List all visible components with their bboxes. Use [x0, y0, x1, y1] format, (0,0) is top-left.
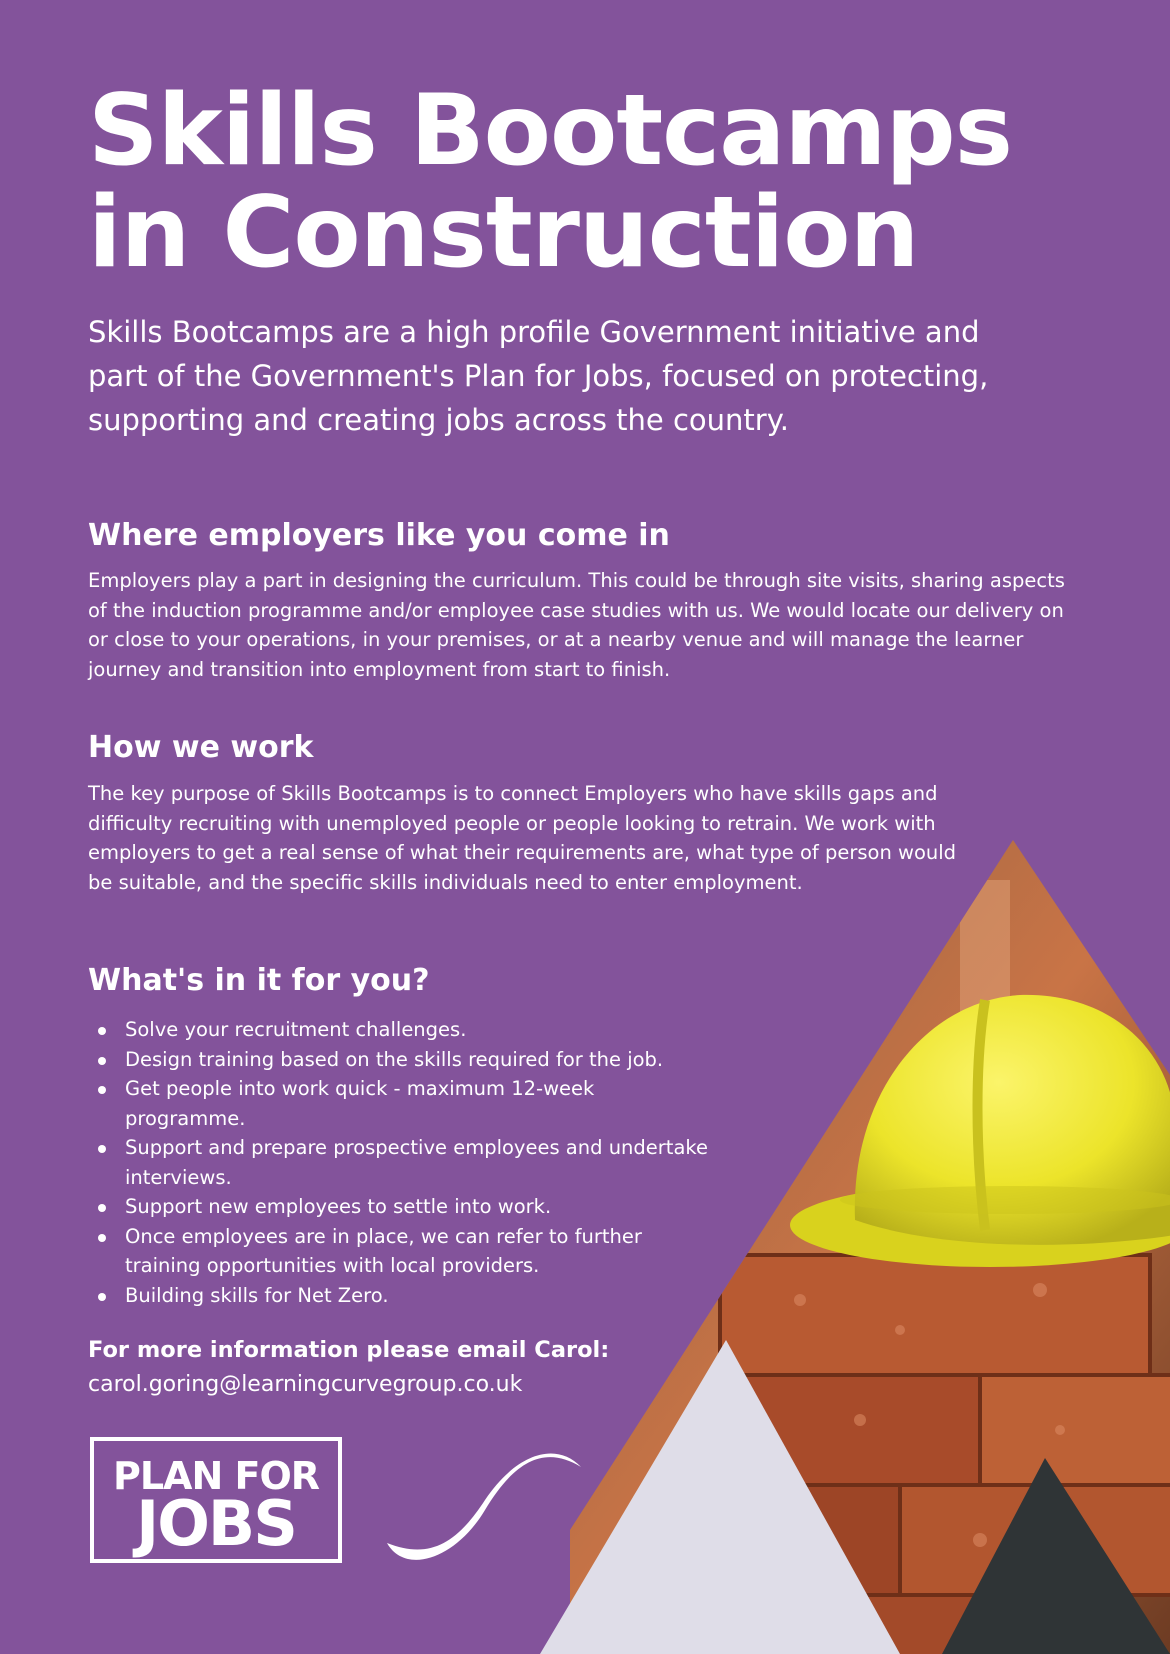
- title-line-2: in Construction: [88, 176, 919, 290]
- employers-paragraph: Employers play a part in designing the curriculum. This could be through site visits, sharing aspects of the induction programme and/or employee case studies with us. We would locate our delivery on or close to your operations, in your premises, or at a nearby venue and will manage the learner journey and transition into employment from start to finish.: [88, 569, 1065, 682]
- list-item: Design training based on the skills required for the job.: [88, 1045, 718, 1075]
- benefits-list: [88, 1015, 718, 1310]
- logo-line-2: JOBS: [136, 1487, 296, 1560]
- plan-for-jobs-logo: [90, 1437, 342, 1563]
- contact-email-link[interactable]: carol.goring@learningcurvegroup.co.uk: [88, 1372, 523, 1397]
- dark-triangle: [942, 1458, 1170, 1654]
- heading-employers: Where employers like you come in: [88, 518, 670, 553]
- intro-paragraph: Skills Bootcamps are a high profile Government initiative and part of the Government's Plan for Jobs, focused on protecting, supporting and creating jobs across the country.: [88, 315, 989, 437]
- page-title: [88, 74, 1088, 290]
- list-item: Building skills for Net Zero.: [88, 1281, 718, 1311]
- list-item: Get people into work quick - maximum 12-week programme.: [88, 1074, 718, 1133]
- list-item: Support and prepare prospective employees and undertake interviews.: [88, 1133, 718, 1192]
- list-item: Solve your recruitment challenges.: [88, 1015, 718, 1045]
- heading-how-we-work: How we work: [88, 730, 314, 765]
- light-triangle: [540, 1340, 900, 1654]
- title-line-1: Skills Bootcamps: [88, 74, 1012, 188]
- logo-line-1: PLAN FOR: [112, 1454, 320, 1498]
- heading-whats-in-it: What's in it for you?: [88, 963, 430, 998]
- list-item: Once employees are in place, we can refer to further training opportunities with local providers.: [88, 1222, 718, 1281]
- learning-curve-swoosh-logo: [385, 1435, 585, 1570]
- list-item: Support new employees to settle into work.: [88, 1192, 718, 1222]
- how-we-work-paragraph: The key purpose of Skills Bootcamps is to connect Employers who have skills gaps and difficulty recruiting with unemployed people or people looking to retrain. We work with employers to get a real sense of what their requirements are, what type of person would be suitable, and the specific skills individuals need to enter employment.: [88, 782, 957, 895]
- contact-label: For more information please email Carol:: [88, 1337, 610, 1363]
